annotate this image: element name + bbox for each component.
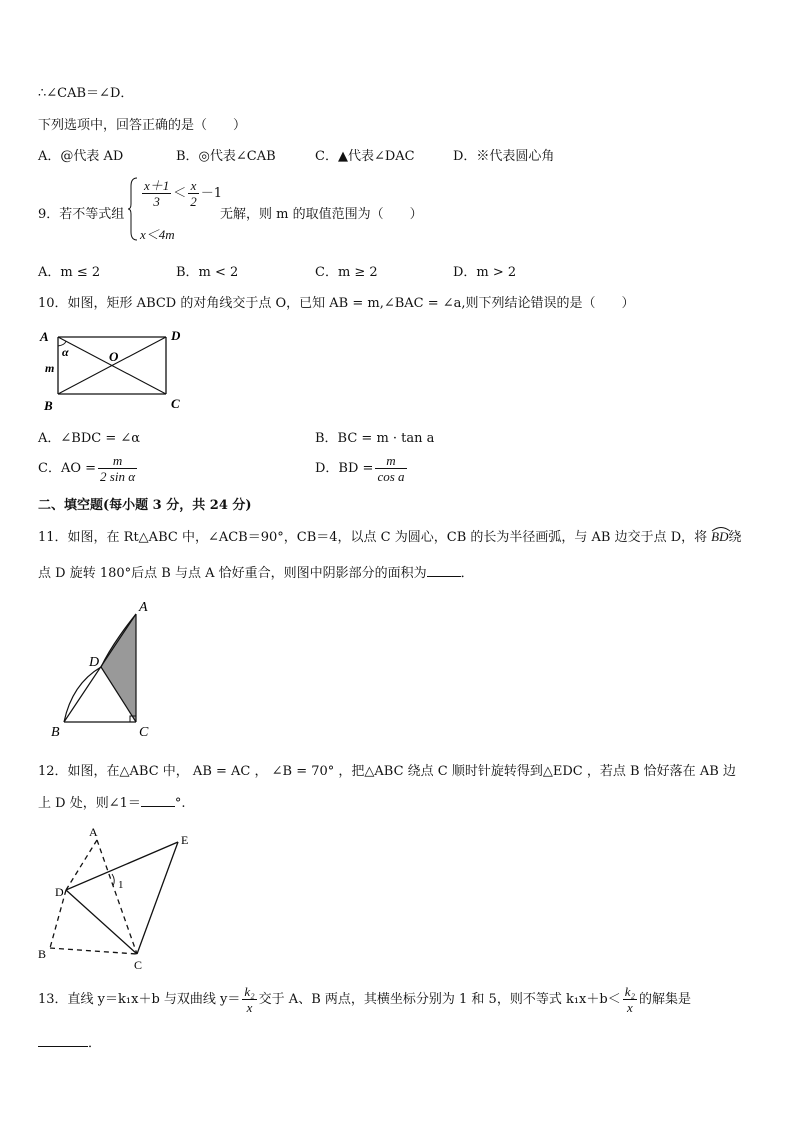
label-a: A [139,600,148,615]
q10-stem: 10．如图，矩形 ABCD 的对角线交于点 O，已知 AB = m,∠BAC = ∠a,则下列结论错误的是（ ） [38,296,635,311]
label-a: A [40,329,49,344]
q12-line1: 12．如图，在△ABC 中， AB = AC ， ∠B = 70° ，把△ABC 绕点 C 顺时针旋转得到△EDC ，若点 B 恰好落在 AB 边 [38,764,736,779]
label-d: D [55,885,64,899]
label-c: C [139,725,149,740]
q10-rectangle-figure [38,326,198,416]
q9-brace [127,176,139,242]
q9-option-d: D．m > 2 [453,265,517,280]
q8-option-c: C．▲代表∠DAC [315,149,415,164]
label-c: C [134,958,143,972]
q9-option-b: B．m < 2 [176,265,239,280]
edge-ab-dashed [66,840,97,890]
q10-option-b: B．BC = m · tan a [315,431,435,446]
label-b: B [51,725,60,740]
line-conclusion: ∴∠CAB＝∠D． [38,86,134,101]
label-d: D [171,328,181,343]
q10-option-c: C．AO = $\frac{m}{\text{2 sin α}}$ [38,453,136,484]
q12-answer-blank [141,806,175,807]
q9-ineq1: $\frac{x+1}{3}$ ＜ $\frac{x}{2}$ －1 [144,178,223,209]
arc-bd: BD [711,529,729,544]
q11-answer-blank [427,576,461,577]
q13-line1: 13．直线 y＝k₁x＋b 与双曲线 y＝ $\frac{\text{k₂}}{x}$ 交于 A、B 两点，其横坐标分别为 1 和 5，则不等式 k₁x＋b＜ $\frac{\text{k₂}}{x}$ 的解集是 [38,984,692,1015]
label-b: B [44,398,53,413]
label-alpha: α [62,345,69,359]
label-e: E [181,833,189,847]
label-m: m [45,361,55,375]
q10-option-d: D．BD = $\frac{m}{\text{cos a}}$ [315,453,405,484]
q12-rotation-figure [36,822,196,974]
label-a: A [89,825,98,839]
q9-option-a: A．m ≤ 2 [38,265,101,280]
q11-line1: 11．如图，在 Rt△ABC 中，∠ACB＝90°，CB＝4，以点 C 为圆心，CB 的长为半径画弧，与 AB 边交于点 D，将 BD绕 [38,529,742,545]
edge-ac-dashed [97,840,137,954]
label-o: O [109,349,119,364]
q9-option-c: C．m ≥ 2 [315,265,378,280]
line-question: 下列选项中，回答正确的是（ ） [38,118,247,133]
q13-line2: ． [38,1032,101,1051]
q8-option-d: D．※代表圆心角 [453,149,555,164]
edge-bc-dashed [50,948,137,954]
edge-ec [137,842,178,954]
q11-line2: 点 D 旋转 180°后点 B 与点 A 恰好重合，则图中阴影部分的面积为 ． [38,566,474,581]
section-title: 二、填空题(每小题 3 分，共 24 分) [38,498,252,513]
shaded-region [101,614,136,722]
q11-triangle-figure [48,596,160,740]
label-angle-1: 1 [118,879,124,891]
q9-suffix: 无解，则 m 的取值范围为（ ） [220,207,423,222]
label-c: C [171,396,180,411]
label-d: D [89,655,100,670]
q8-option-a: A．@代表 AD [38,149,124,164]
q13-answer-blank [38,1046,88,1047]
q10-option-a: A．∠BDC = ∠α [38,431,141,446]
q9-prefix: 9．若不等式组 [38,207,125,222]
edge-dc [66,890,137,954]
label-b: B [38,947,47,961]
q8-option-b: B．◎代表∠CAB [176,149,276,164]
q12-line2: 上 D 处，则∠1＝ °. [38,796,186,811]
q9-ineq2: x＜4m [140,227,175,242]
